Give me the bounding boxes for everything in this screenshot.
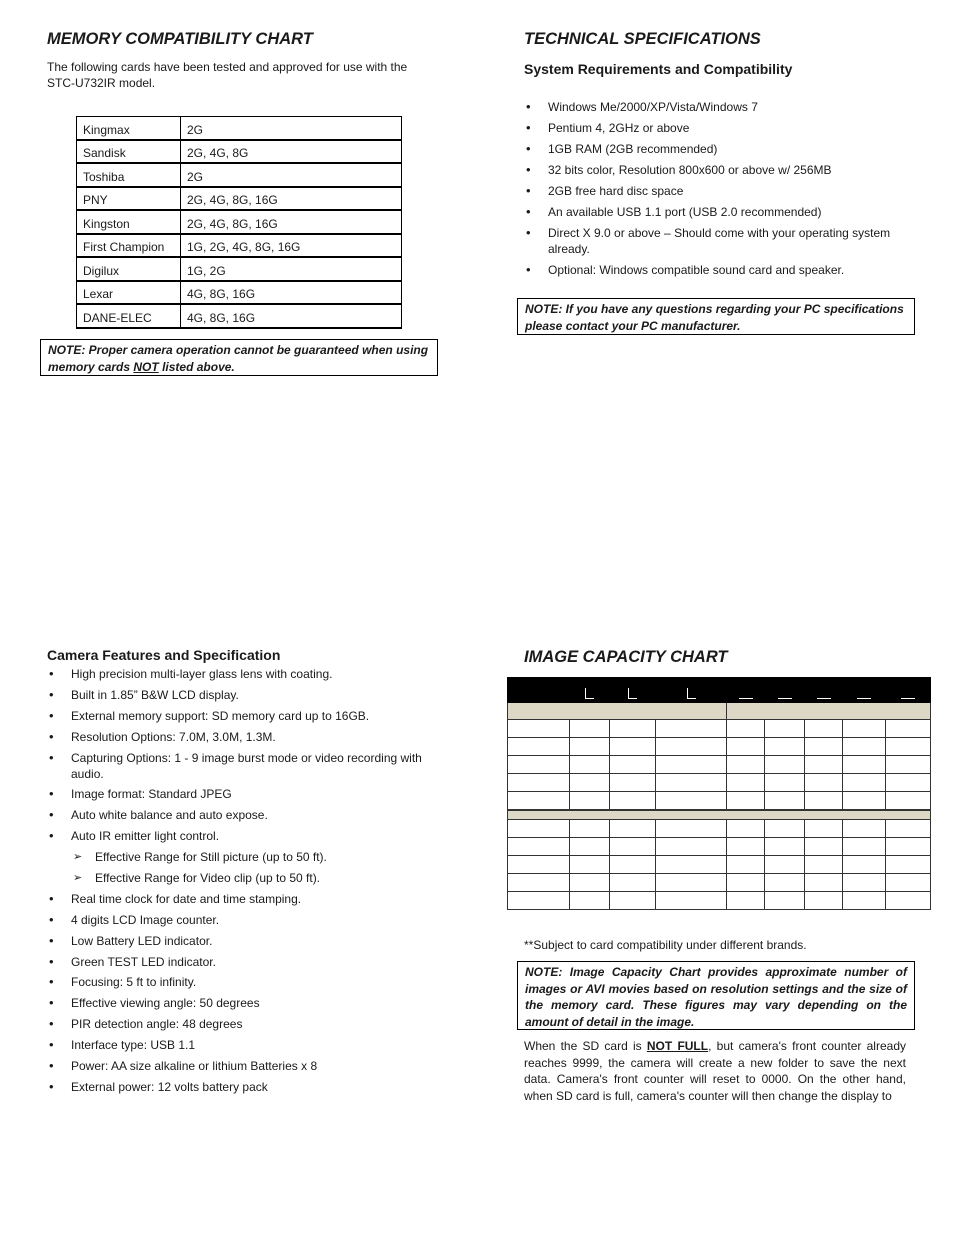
capacity-cell — [570, 892, 610, 910]
list-item: • Resolution Options: 7.0M, 3.0M, 1.3M. — [47, 729, 437, 745]
list-item: • 4 digits LCD Image counter. — [47, 912, 437, 928]
capacity-cell — [727, 820, 765, 838]
capacity-cell — [765, 774, 805, 792]
list-item: • Direct X 9.0 or above – Should come with your operating system already. — [524, 225, 904, 257]
capacity-cell — [656, 838, 727, 856]
capacity-cell — [805, 738, 843, 756]
header-mark — [628, 688, 637, 699]
capacity-cell — [886, 792, 931, 811]
capacity-cell — [610, 874, 656, 892]
header-mark — [857, 698, 871, 699]
capacity-cell — [843, 678, 886, 703]
capacity-paragraph-tail: , but camera's front counter already reaches 9999, the camera will create a new folder to save the next data. Camera's front counter will reset to 0000. On the other hand, when SD card is full, camera's counter will then change the display to — [524, 1039, 906, 1103]
capacity-cell — [610, 720, 656, 738]
capacity-cell — [843, 774, 886, 792]
capacity-cell — [805, 720, 843, 738]
capacity-cell — [765, 756, 805, 774]
memory-sizes-cell: 4G, 8G, 16G — [181, 281, 402, 305]
capacity-cell — [656, 756, 727, 774]
features-list — [47, 666, 437, 1100]
capacity-paragraph — [524, 1038, 906, 1104]
memory-note-tail: listed above. — [158, 360, 235, 374]
capacity-footnote: **Subject to card compatibility under different brands. — [524, 938, 807, 952]
capacity-cell — [508, 792, 570, 811]
memory-table-row — [77, 257, 402, 281]
capacity-cell — [508, 720, 570, 738]
capacity-cell — [508, 810, 931, 820]
capacity-table-row — [508, 738, 931, 756]
list-item: • External memory support: SD memory card up to 16GB. — [47, 708, 437, 724]
list-item: • Low Battery LED indicator. — [47, 933, 437, 949]
list-item: • Auto white balance and auto expose. — [47, 807, 437, 823]
capacity-cell — [727, 874, 765, 892]
capacity-cell — [805, 820, 843, 838]
capacity-cell — [765, 838, 805, 856]
memory-table-row — [77, 234, 402, 258]
memory-sizes-cell: 2G, 4G, 8G — [181, 140, 402, 164]
capacity-cell — [508, 874, 570, 892]
memory-table-row — [77, 163, 402, 187]
capacity-cell — [805, 892, 843, 910]
memory-note-emphasis: NOT — [133, 360, 159, 374]
capacity-cell — [656, 774, 727, 792]
capacity-cell — [843, 738, 886, 756]
memory-brand-cell: Sandisk — [77, 140, 181, 164]
capacity-cell — [656, 720, 727, 738]
capacity-table-row — [508, 720, 931, 738]
capacity-table-row — [508, 892, 931, 910]
capacity-cell — [570, 792, 610, 811]
capacity-cell — [508, 756, 570, 774]
list-item: • Focusing: 5 ft to infinity. — [47, 974, 437, 990]
capacity-cell — [727, 892, 765, 910]
memory-table — [76, 116, 402, 329]
capacity-cell — [727, 838, 765, 856]
capacity-cell — [765, 720, 805, 738]
header-mark — [585, 688, 594, 699]
capacity-cell — [886, 856, 931, 874]
capacity-cell — [805, 856, 843, 874]
memory-sizes-cell: 1G, 2G, 4G, 8G, 16G — [181, 234, 402, 258]
list-item: • High precision multi-layer glass lens with coating. — [47, 666, 437, 682]
memory-note-text: NOTE: Proper camera operation cannot be guaranteed when using memory cards — [48, 343, 429, 374]
capacity-cell — [610, 792, 656, 811]
capacity-cell — [508, 820, 570, 838]
capacity-cell — [843, 820, 886, 838]
capacity-cell — [656, 678, 727, 703]
tech-subtitle: System Requirements and Compatibility — [524, 61, 793, 77]
capacity-cell — [886, 892, 931, 910]
capacity-cell — [508, 738, 570, 756]
header-mark — [778, 698, 792, 699]
capacity-cell — [843, 792, 886, 811]
capacity-cell — [765, 820, 805, 838]
capacity-cell — [508, 774, 570, 792]
capacity-cell — [886, 838, 931, 856]
capacity-cell — [805, 756, 843, 774]
memory-sizes-cell: 2G — [181, 163, 402, 187]
capacity-cell — [886, 678, 931, 703]
capacity-table-hdr — [508, 678, 931, 703]
capacity-cell — [610, 838, 656, 856]
memory-sizes-cell: 2G, 4G, 8G, 16G — [181, 210, 402, 234]
capacity-cell — [610, 892, 656, 910]
capacity-cell — [656, 792, 727, 811]
capacity-cell — [727, 756, 765, 774]
header-mark — [817, 698, 831, 699]
sub-list-item: ➢ Effective Range for Still picture (up to 50 ft). — [47, 849, 437, 865]
capacity-table-row — [508, 792, 931, 811]
capacity-cell — [765, 678, 805, 703]
list-item: • Optional: Windows compatible sound card and speaker. — [524, 262, 904, 278]
capacity-cell — [886, 756, 931, 774]
capacity-cell — [765, 738, 805, 756]
list-item: • Effective viewing angle: 50 degrees — [47, 995, 437, 1011]
capacity-cell — [727, 703, 931, 720]
capacity-cell — [843, 892, 886, 910]
capacity-cell — [886, 874, 931, 892]
capacity-cell — [570, 820, 610, 838]
sub-list-item: ➢ Effective Range for Video clip (up to 50 ft). — [47, 870, 437, 886]
list-item: • Green TEST LED indicator. — [47, 954, 437, 970]
list-item: • Windows Me/2000/XP/Vista/Windows 7 — [524, 99, 904, 115]
capacity-cell — [570, 774, 610, 792]
header-mark — [687, 688, 696, 699]
capacity-cell — [727, 774, 765, 792]
memory-brand-cell: Kingmax — [77, 117, 181, 140]
capacity-cell — [727, 678, 765, 703]
memory-table-row — [77, 187, 402, 211]
capacity-cell — [508, 838, 570, 856]
tech-requirements-list — [524, 99, 904, 283]
list-item: • Power: AA size alkaline or lithium Batteries x 8 — [47, 1058, 437, 1074]
capacity-cell — [805, 874, 843, 892]
list-item: • Pentium 4, 2GHz or above — [524, 120, 904, 136]
list-item: • Interface type: USB 1.1 — [47, 1037, 437, 1053]
capacity-cell — [727, 792, 765, 811]
list-item: • External power: 12 volts battery pack — [47, 1079, 437, 1095]
memory-note — [40, 339, 438, 376]
capacity-cell — [570, 678, 610, 703]
capacity-note: NOTE: Image Capacity Chart provides approximate number of images or AVI movies based on resolution settings and the size of the memory card. These figures may vary depending on the amount of detail in the image. — [517, 961, 915, 1030]
capacity-table-row — [508, 774, 931, 792]
list-item: • 32 bits color, Resolution 800x600 or above w/ 256MB — [524, 162, 904, 178]
capacity-cell — [843, 720, 886, 738]
capacity-cell — [886, 774, 931, 792]
list-item: • 2GB free hard disc space — [524, 183, 904, 199]
capacity-cell — [805, 792, 843, 811]
capacity-cell — [656, 820, 727, 838]
capacity-cell — [610, 820, 656, 838]
capacity-cell — [843, 756, 886, 774]
capacity-table-row — [508, 856, 931, 874]
features-title: Camera Features and Specification — [47, 647, 281, 663]
capacity-cell — [805, 678, 843, 703]
capacity-cell — [508, 892, 570, 910]
list-item: • Image format: Standard JPEG — [47, 786, 437, 802]
capacity-cell — [610, 756, 656, 774]
capacity-cell — [508, 678, 570, 703]
memory-table-row — [77, 281, 402, 305]
list-item: • Auto IR emitter light control. — [47, 828, 437, 844]
capacity-cell — [508, 856, 570, 874]
capacity-table-row — [508, 756, 931, 774]
list-item: • Real time clock for date and time stamping. — [47, 891, 437, 907]
list-item: • PIR detection angle: 48 degrees — [47, 1016, 437, 1032]
memory-table-row — [77, 304, 402, 328]
capacity-cell — [727, 738, 765, 756]
capacity-table-row — [508, 874, 931, 892]
memory-intro: The following cards have been tested and approved for use with the STC-U732IR model. — [47, 60, 408, 90]
capacity-cell — [656, 892, 727, 910]
capacity-cell — [610, 678, 656, 703]
capacity-cell — [656, 874, 727, 892]
capacity-cell — [570, 738, 610, 756]
capacity-cell — [610, 738, 656, 756]
memory-table-row — [77, 210, 402, 234]
capacity-cell — [843, 838, 886, 856]
memory-brand-cell: DANE-ELEC — [77, 304, 181, 328]
memory-brand-cell: Kingston — [77, 210, 181, 234]
capacity-cell — [805, 838, 843, 856]
capacity-cell — [727, 856, 765, 874]
capacity-cell — [570, 856, 610, 874]
capacity-table-band — [508, 703, 931, 720]
memory-table-row — [77, 140, 402, 164]
memory-brand-cell: PNY — [77, 187, 181, 211]
capacity-cell — [765, 856, 805, 874]
memory-brand-cell: Digilux — [77, 257, 181, 281]
capacity-cell — [805, 774, 843, 792]
capacity-cell — [570, 756, 610, 774]
list-item: • 1GB RAM (2GB recommended) — [524, 141, 904, 157]
capacity-cell — [886, 738, 931, 756]
memory-sizes-cell: 4G, 8G, 16G — [181, 304, 402, 328]
memory-sizes-cell: 1G, 2G — [181, 257, 402, 281]
memory-sizes-cell: 2G, 4G, 8G, 16G — [181, 187, 402, 211]
capacity-cell — [886, 720, 931, 738]
header-mark — [739, 698, 753, 699]
capacity-cell — [508, 703, 727, 720]
memory-brand-cell: Lexar — [77, 281, 181, 305]
list-item: • Built in 1.85” B&W LCD display. — [47, 687, 437, 703]
capacity-paragraph-emphasis: NOT FULL — [646, 1039, 709, 1053]
memory-brand-cell: First Champion — [77, 234, 181, 258]
capacity-cell — [610, 774, 656, 792]
capacity-cell — [570, 874, 610, 892]
capacity-table-row — [508, 838, 931, 856]
header-mark — [901, 698, 915, 699]
tech-note: NOTE: If you have any questions regarding your PC specifications please contact your PC manufacturer. — [517, 298, 915, 335]
tech-title: TECHNICAL SPECIFICATIONS — [524, 30, 761, 48]
capacity-cell — [765, 892, 805, 910]
memory-title: MEMORY COMPATIBILITY CHART — [47, 30, 313, 48]
capacity-table-row — [508, 820, 931, 838]
memory-brand-cell: Toshiba — [77, 163, 181, 187]
capacity-paragraph-text: When the SD card is — [524, 1039, 647, 1053]
capacity-cell — [765, 792, 805, 811]
capacity-title: IMAGE CAPACITY CHART — [524, 648, 728, 666]
capacity-cell — [765, 874, 805, 892]
capacity-cell — [843, 856, 886, 874]
list-item: • An available USB 1.1 port (USB 2.0 recommended) — [524, 204, 904, 220]
capacity-cell — [843, 874, 886, 892]
capacity-cell — [610, 856, 656, 874]
capacity-table — [507, 677, 931, 910]
capacity-cell — [656, 738, 727, 756]
capacity-cell — [727, 720, 765, 738]
capacity-table-band — [508, 810, 931, 820]
capacity-cell — [656, 856, 727, 874]
list-item: • Capturing Options: 1 - 9 image burst mode or video recording with audio. — [47, 750, 437, 782]
capacity-cell — [886, 820, 931, 838]
capacity-cell — [570, 838, 610, 856]
memory-table-row — [77, 117, 402, 140]
memory-sizes-cell: 2G — [181, 117, 402, 140]
capacity-cell — [570, 720, 610, 738]
